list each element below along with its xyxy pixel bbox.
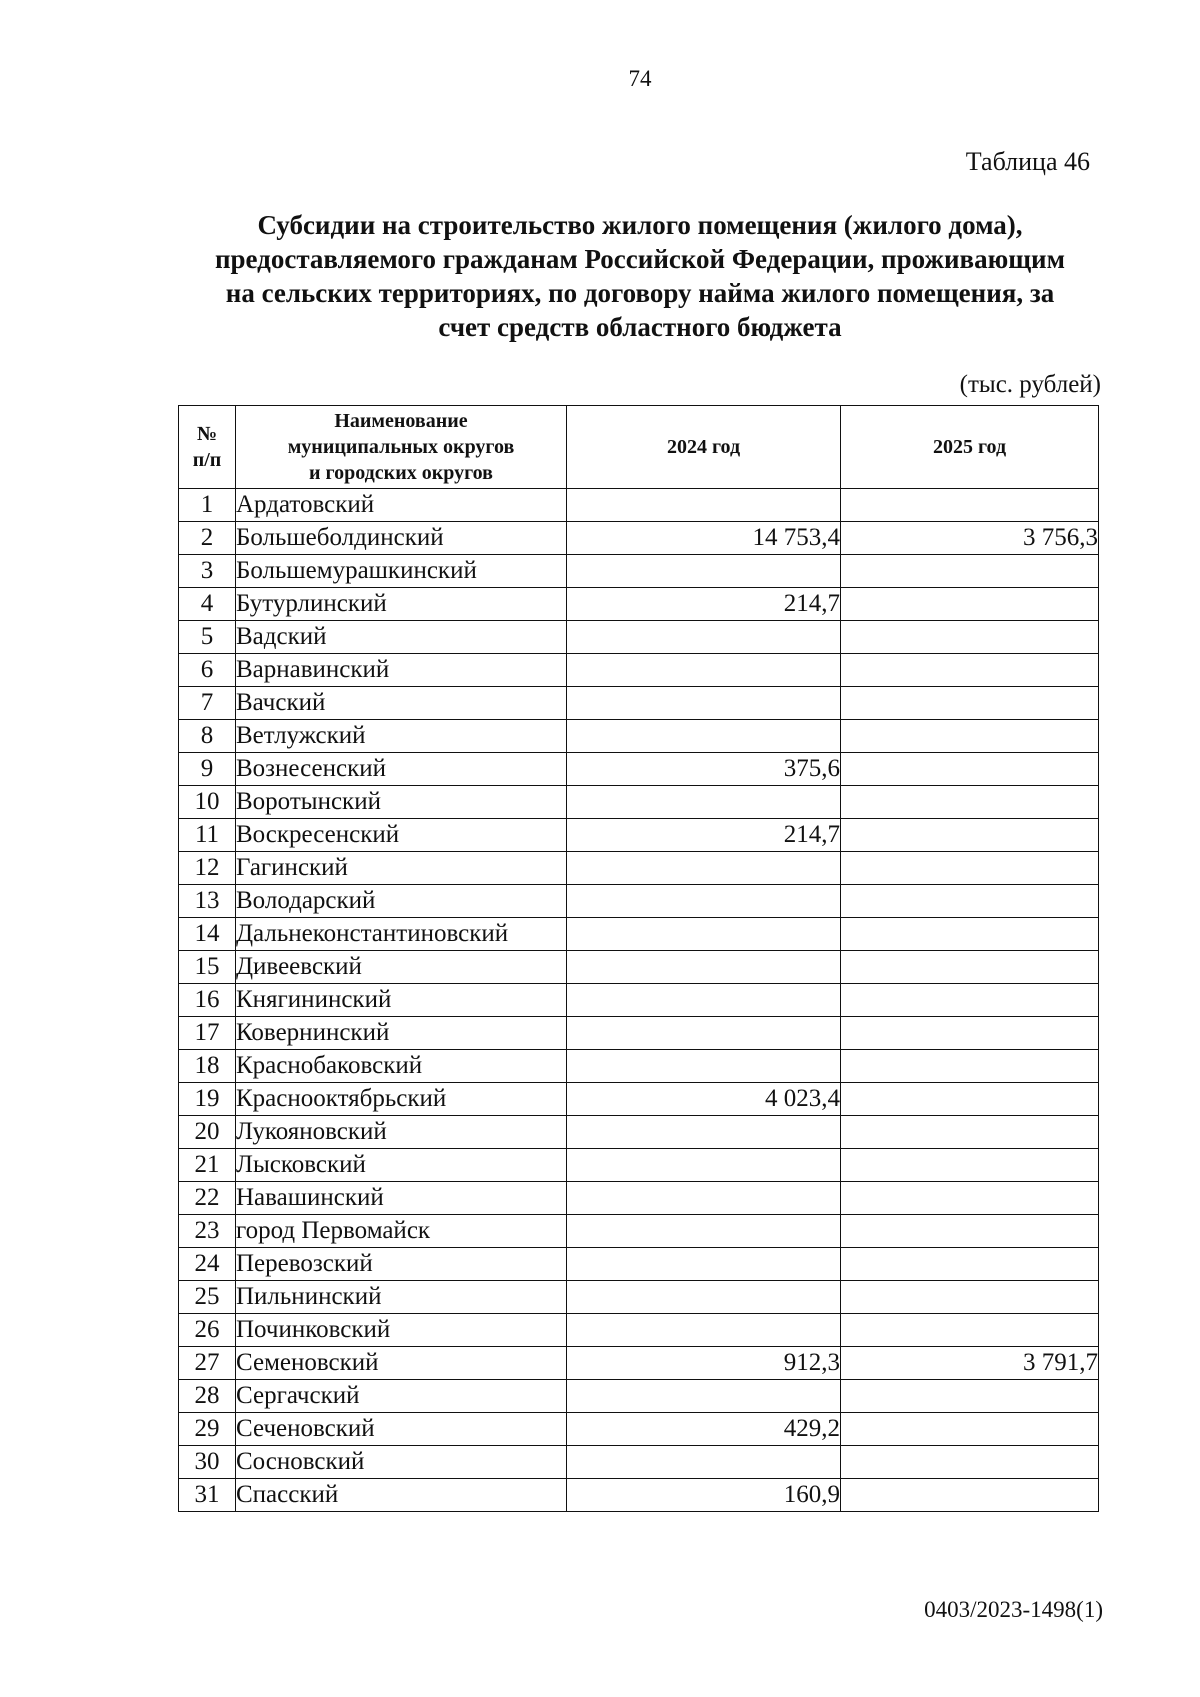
row-number: 31 <box>179 1479 236 1512</box>
table-body <box>179 489 1099 1512</box>
row-value-2024 <box>567 918 841 951</box>
row-number: 30 <box>179 1446 236 1479</box>
row-number: 9 <box>179 753 236 786</box>
row-value-2024 <box>567 720 841 753</box>
row-value-2024 <box>567 1149 841 1182</box>
row-value-2025 <box>841 687 1099 720</box>
table-header-row <box>179 406 1099 489</box>
table-row <box>179 1446 1099 1479</box>
row-name: Ардатовский <box>236 489 567 522</box>
row-number: 12 <box>179 852 236 885</box>
row-number: 27 <box>179 1347 236 1380</box>
row-name: Дивеевский <box>236 951 567 984</box>
table-row <box>179 819 1099 852</box>
row-name: Пильнинский <box>236 1281 567 1314</box>
table-row <box>179 654 1099 687</box>
table-row <box>179 852 1099 885</box>
row-value-2024: 214,7 <box>567 588 841 621</box>
table-row <box>179 885 1099 918</box>
row-name: Перевозский <box>236 1248 567 1281</box>
row-name: Ветлужский <box>236 720 567 753</box>
title-line: Субсидии на строительство жилого помещения (жилого дома), <box>257 210 1023 240</box>
row-value-2025 <box>841 1017 1099 1050</box>
units-note: (тыс. рублей) <box>959 371 1101 398</box>
table-row <box>179 621 1099 654</box>
row-value-2024: 375,6 <box>567 753 841 786</box>
row-name: Большемурашкинский <box>236 555 567 588</box>
row-number: 1 <box>179 489 236 522</box>
table-row <box>179 951 1099 984</box>
title-line: на сельских территориях, по договору найма жилого помещения, за <box>225 278 1055 308</box>
row-name: Сосновский <box>236 1446 567 1479</box>
row-number: 18 <box>179 1050 236 1083</box>
row-value-2025 <box>841 885 1099 918</box>
row-value-2024: 912,3 <box>567 1347 841 1380</box>
row-number: 7 <box>179 687 236 720</box>
title-line: предоставляемого гражданам Российской Федерации, проживающим <box>214 244 1065 274</box>
row-number: 24 <box>179 1248 236 1281</box>
row-value-2024 <box>567 1182 841 1215</box>
row-value-2024: 429,2 <box>567 1413 841 1446</box>
table-row <box>179 1050 1099 1083</box>
row-value-2024 <box>567 984 841 1017</box>
row-value-2025 <box>841 951 1099 984</box>
row-value-2025 <box>841 1215 1099 1248</box>
row-value-2024: 160,9 <box>567 1479 841 1512</box>
row-number: 20 <box>179 1116 236 1149</box>
header-year-2025: 2025 год <box>841 406 1099 489</box>
row-value-2025 <box>841 753 1099 786</box>
row-value-2024 <box>567 1380 841 1413</box>
row-value-2024 <box>567 621 841 654</box>
table-row <box>179 489 1099 522</box>
row-name: Сеченовский <box>236 1413 567 1446</box>
row-name: Починковский <box>236 1314 567 1347</box>
row-number: 6 <box>179 654 236 687</box>
table-row <box>179 555 1099 588</box>
table-row <box>179 1314 1099 1347</box>
header-number-symbol: № <box>196 423 218 445</box>
document-title <box>160 208 1120 344</box>
row-number: 8 <box>179 720 236 753</box>
row-value-2024 <box>567 885 841 918</box>
row-name: город Первомайск <box>236 1215 567 1248</box>
table-row <box>179 1116 1099 1149</box>
row-value-2025: 3 756,3 <box>841 522 1099 555</box>
row-value-2025 <box>841 1116 1099 1149</box>
row-name: Вознесенский <box>236 753 567 786</box>
row-name: Спасский <box>236 1479 567 1512</box>
row-number: 10 <box>179 786 236 819</box>
row-number: 21 <box>179 1149 236 1182</box>
row-name: Вачский <box>236 687 567 720</box>
header-name-line: Наименование <box>334 410 468 432</box>
row-number: 14 <box>179 918 236 951</box>
row-value-2025 <box>841 1281 1099 1314</box>
row-value-2024 <box>567 1314 841 1347</box>
title-line: счет средств областного бюджета <box>438 312 842 342</box>
table-label: Таблица 46 <box>965 147 1090 176</box>
row-name: Ковернинский <box>236 1017 567 1050</box>
row-value-2025 <box>841 1248 1099 1281</box>
table-row <box>179 588 1099 621</box>
row-name: Навашинский <box>236 1182 567 1215</box>
row-value-2025 <box>841 1149 1099 1182</box>
row-value-2025 <box>841 654 1099 687</box>
row-number: 19 <box>179 1083 236 1116</box>
row-number: 5 <box>179 621 236 654</box>
subsidy-table <box>178 405 1099 1512</box>
row-value-2024 <box>567 852 841 885</box>
row-name: Воскресенский <box>236 819 567 852</box>
table-row <box>179 753 1099 786</box>
row-value-2024 <box>567 951 841 984</box>
row-name: Краснооктябрьский <box>236 1083 567 1116</box>
row-value-2024 <box>567 687 841 720</box>
row-value-2025 <box>841 852 1099 885</box>
row-value-2025 <box>841 489 1099 522</box>
table-row <box>179 1479 1099 1512</box>
header-name <box>236 406 567 489</box>
row-value-2024 <box>567 1116 841 1149</box>
header-number-abbr: п/п <box>192 449 222 471</box>
row-value-2025 <box>841 1380 1099 1413</box>
row-name: Лукояновский <box>236 1116 567 1149</box>
header-number <box>179 406 236 489</box>
row-value-2025 <box>841 588 1099 621</box>
row-value-2024 <box>567 1446 841 1479</box>
table-row <box>179 1380 1099 1413</box>
row-value-2024 <box>567 1017 841 1050</box>
row-value-2025 <box>841 621 1099 654</box>
row-number: 4 <box>179 588 236 621</box>
document-code: 0403/2023-1498(1) <box>924 1597 1103 1622</box>
row-value-2024 <box>567 1248 841 1281</box>
table-row <box>179 522 1099 555</box>
row-value-2024 <box>567 555 841 588</box>
row-name: Володарский <box>236 885 567 918</box>
row-name: Дальнеконстантиновский <box>236 918 567 951</box>
row-value-2025 <box>841 1413 1099 1446</box>
table-row <box>179 1281 1099 1314</box>
header-name-line: и городских округов <box>309 462 493 484</box>
row-value-2024 <box>567 1281 841 1314</box>
row-value-2025 <box>841 984 1099 1017</box>
row-value-2025 <box>841 819 1099 852</box>
row-value-2025 <box>841 555 1099 588</box>
row-value-2024 <box>567 489 841 522</box>
page-number: 74 <box>628 66 652 91</box>
row-name: Бутурлинский <box>236 588 567 621</box>
row-value-2025 <box>841 786 1099 819</box>
row-value-2024 <box>567 1215 841 1248</box>
row-number: 11 <box>179 819 236 852</box>
row-name: Вадский <box>236 621 567 654</box>
row-number: 15 <box>179 951 236 984</box>
row-name: Княгининский <box>236 984 567 1017</box>
row-value-2024: 214,7 <box>567 819 841 852</box>
row-value-2024 <box>567 654 841 687</box>
row-number: 17 <box>179 1017 236 1050</box>
row-number: 22 <box>179 1182 236 1215</box>
row-value-2024 <box>567 786 841 819</box>
row-number: 26 <box>179 1314 236 1347</box>
row-number: 16 <box>179 984 236 1017</box>
row-number: 2 <box>179 522 236 555</box>
table-row <box>179 687 1099 720</box>
row-number: 13 <box>179 885 236 918</box>
row-name: Сергачский <box>236 1380 567 1413</box>
row-number: 25 <box>179 1281 236 1314</box>
row-value-2025 <box>841 1083 1099 1116</box>
table-row <box>179 1248 1099 1281</box>
table-row <box>179 1182 1099 1215</box>
row-value-2025 <box>841 1050 1099 1083</box>
row-value-2025: 3 791,7 <box>841 1347 1099 1380</box>
row-value-2025 <box>841 918 1099 951</box>
row-name: Семеновский <box>236 1347 567 1380</box>
row-value-2025 <box>841 720 1099 753</box>
header-year-2024: 2024 год <box>567 406 841 489</box>
row-value-2025 <box>841 1479 1099 1512</box>
table-row <box>179 1149 1099 1182</box>
row-name: Воротынский <box>236 786 567 819</box>
row-number: 3 <box>179 555 236 588</box>
row-value-2025 <box>841 1182 1099 1215</box>
table-row <box>179 1347 1099 1380</box>
row-value-2025 <box>841 1446 1099 1479</box>
header-name-line: муниципальных округов <box>287 436 515 458</box>
table-row <box>179 1017 1099 1050</box>
row-name: Варнавинский <box>236 654 567 687</box>
row-value-2024: 14 753,4 <box>567 522 841 555</box>
row-value-2024 <box>567 1050 841 1083</box>
table-row <box>179 918 1099 951</box>
row-number: 23 <box>179 1215 236 1248</box>
table-row <box>179 1413 1099 1446</box>
row-number: 29 <box>179 1413 236 1446</box>
row-value-2025 <box>841 1314 1099 1347</box>
table-row <box>179 1083 1099 1116</box>
table-row <box>179 984 1099 1017</box>
table-row <box>179 720 1099 753</box>
row-name: Гагинский <box>236 852 567 885</box>
table-row <box>179 1215 1099 1248</box>
table-row <box>179 786 1099 819</box>
row-name: Большеболдинский <box>236 522 567 555</box>
row-name: Лысковский <box>236 1149 567 1182</box>
row-name: Краснобаковский <box>236 1050 567 1083</box>
row-value-2024: 4 023,4 <box>567 1083 841 1116</box>
row-number: 28 <box>179 1380 236 1413</box>
